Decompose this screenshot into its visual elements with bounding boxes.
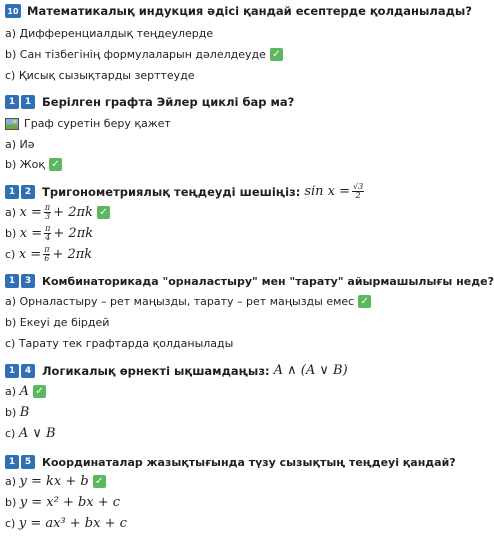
check-mark-icon: ✓ <box>97 206 110 219</box>
answer-option: b) Екеуі де бірдей <box>5 316 110 329</box>
equation-fraction: $\frac{√3}{2}$ <box>353 182 364 200</box>
digit-badge: 4 <box>21 364 35 378</box>
digit-badge: 1 <box>5 274 19 288</box>
answer-option: a) Иә <box>5 138 35 151</box>
question-text: Логикалық өрнекті ықшамдаңыз: <box>42 363 270 378</box>
check-mark-icon: ✓ <box>49 158 62 171</box>
digit-badge: 2 <box>21 185 35 199</box>
question-11-title <box>5 95 294 109</box>
question-12-title <box>5 183 366 200</box>
answer-option: a) y = kx + b ✓ <box>5 474 106 489</box>
question-text: Берілген графта Эйлер циклі бар ма? <box>42 95 295 109</box>
check-mark-icon: ✓ <box>33 385 46 398</box>
question-text: Комбинаторикада "орналастыру" мен "тарату" айырмашылығы неде? <box>42 274 494 288</box>
check-mark-icon: ✓ <box>270 48 283 61</box>
answer-option: b) Жоқ ✓ <box>5 158 62 171</box>
digit-badge: 1 <box>5 364 19 378</box>
answer-option: c) y = ax³ + bx + c <box>5 516 127 531</box>
answer-option: b) x = $\frac{\pi}{4}$ + 2πk <box>5 224 94 242</box>
image-placeholder-note: Граф суретін беру қажет <box>5 117 171 130</box>
equation: sin x = <box>304 184 351 199</box>
answer-option: c) x = $\frac{\pi}{6}$ + 2πk <box>5 245 93 263</box>
question-text: Математикалық индукция әдісі қандай есептерде қолданылады? <box>27 4 472 18</box>
picture-icon <box>5 118 19 130</box>
answer-option: a) Дифференциалдық теңдеулерде <box>5 27 214 40</box>
answer-option: c) A ∨ B <box>5 426 56 441</box>
digit-badge: 1 <box>5 185 19 199</box>
question-text: Тригонометриялық теңдеуді шешіңіз: <box>42 184 301 199</box>
question-15-title <box>5 455 456 469</box>
question-14-title <box>5 363 348 378</box>
check-mark-icon: ✓ <box>358 295 371 308</box>
logic-expression: A ∧ (A ∨ B) <box>273 363 348 378</box>
answer-option: c) Тарату тек графтарда қолданылады <box>5 337 234 350</box>
digit-badge: 1 <box>5 95 19 109</box>
check-mark-icon: ✓ <box>93 475 106 488</box>
answer-option: b) y = x² + bx + c <box>5 495 121 510</box>
digit-badge: 5 <box>21 455 35 469</box>
answer-option: a) Орналастыру – рет маңызды, тарату – рет маңызды емес ✓ <box>5 295 371 308</box>
question-10-title <box>5 4 472 18</box>
digit-badge: 3 <box>21 274 35 288</box>
digit-badge: 1 <box>21 95 35 109</box>
answer-option: a) A ✓ <box>5 384 46 399</box>
number-10-badge: 10 <box>5 4 21 18</box>
answer-option: c) Қисық сызықтарды зерттеуде <box>5 69 195 82</box>
answer-option: b) B <box>5 405 30 420</box>
digit-badge: 1 <box>5 455 19 469</box>
answer-option: a) x = $\frac{\pi}{3}$ + 2πk ✓ <box>5 204 110 221</box>
question-13-title <box>5 274 494 288</box>
answer-option: b) Сан тізбегінің формулаларын дәлелдеуде ✓ <box>5 48 283 61</box>
question-text: Координаталар жазықтығында түзу сызықтың теңдеуі қандай? <box>42 455 456 469</box>
